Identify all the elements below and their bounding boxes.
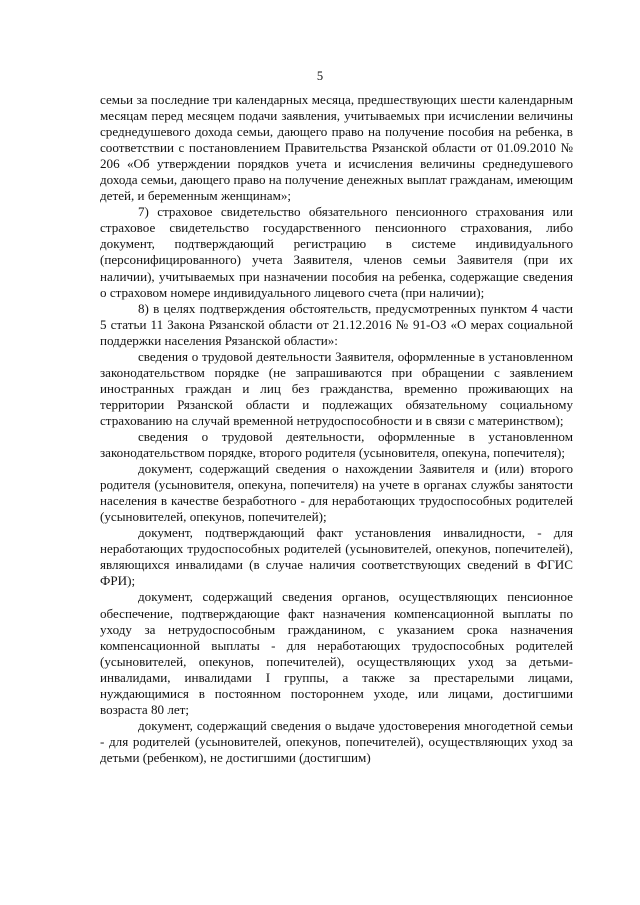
paragraph: сведения о трудовой деятельности, оформленные в установленном законодательством порядке, второго родителя (усыновителя, опекуна, попечителя); <box>100 428 573 461</box>
paragraph: документ, содержащий сведения органов, осуществляющих пенсионное обеспечение, подтверждающие факт назначения компенсационной выплаты по уходу за нетрудоспособным гражданином, с указанием срока назначения компенсационной выплаты - для неработающих трудоспособных родителей (усыновителей, опекунов, попечителей), осуществляющих уход за детьми-инвалидами, инвалидами I группы, а также за престарелыми лицами, нуждающимися в постоянном постороннем уходе, или лицами, достигшими возраста 80 лет; <box>100 589 573 717</box>
document-body <box>100 92 573 766</box>
paragraph: 7) страховое свидетельство обязательного пенсионного страхования или страховое свидетельство государственного пенсионного страхования, либо документ, подтверждающий регистрацию в системе индивидуального (персонифицированного) учета Заявителя, членов семьи Заявителя (при их наличии), учитываемых при назначении пособия на ребенка, содержащие сведения о страховом номере индивидуального лицевого счета (при наличии); <box>100 204 573 300</box>
paragraph: документ, содержащий сведения о нахождении Заявителя и (или) второго родителя (усыновителя, опекуна, попечителя) на учете в органах службы занятости населения в качестве безработного - для неработающих трудоспособных родителей (усыновителей, опекунов, попечителей); <box>100 461 573 525</box>
paragraph: семьи за последние три календарных месяца, предшествующих шести календарным месяцам перед месяцем подачи заявления, учитываемых при исчислении величины среднедушевого дохода семьи, дающего право на получение пособия на ребенка, в соответствии с постановлением Правительства Рязанской области от 01.09.2010 № 206 «Об утверждении порядков учета и исчисления величины среднедушевого дохода семьи, дающего право на получение денежных выплат гражданам, имеющим детей, и беременным женщинам»; <box>100 92 573 204</box>
paragraph: документ, подтверждающий факт установления инвалидности, - для неработающих трудоспособных родителей (усыновителей, опекунов, попечителей), являющихся инвалидами (в случае наличия соответствующих сведений в ФГИС ФРИ); <box>100 525 573 589</box>
paragraph: документ, содержащий сведения о выдаче удостоверения многодетной семьи - для родителей (усыновителей, опекунов, попечителей), осуществляющих уход за детьми (ребенком), не достигшими (достигшим) <box>100 717 573 765</box>
page-number: 5 <box>316 69 324 83</box>
paragraph: сведения о трудовой деятельности Заявителя, оформленные в установленном законодательством порядке (не запрашиваются при обращении с заявлением иностранных граждан и лиц без гражданства, временно проживающих на территории Рязанской области и подлежащих обязательному социальному страхованию на случай временной нетрудоспособности и в связи с материнством); <box>100 348 573 428</box>
paragraph: 8) в целях подтверждения обстоятельств, предусмотренных пунктом 4 части 5 статьи 11 Закона Рязанской области от 21.12.2016 № 91-ОЗ «О мерах социальной поддержки населения Рязанской области»: <box>100 300 573 348</box>
